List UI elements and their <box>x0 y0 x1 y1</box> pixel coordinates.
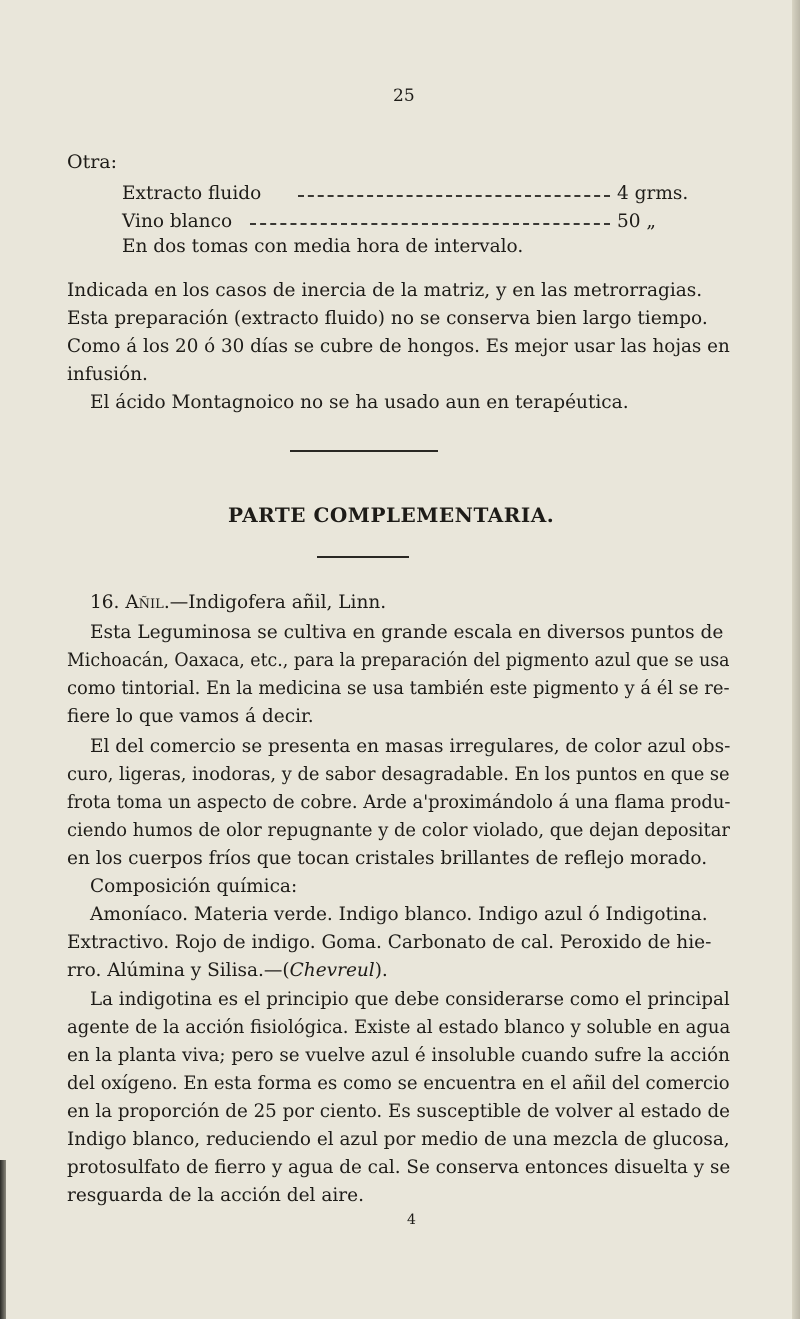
text-line: curo, ligeras, inodoras, y de sabor desagradable. En los puntos en que se <box>67 764 730 785</box>
recipe-line <box>122 183 722 207</box>
text-line: Composición química: <box>90 876 298 897</box>
text-line: Indicada en los casos de inercia de la matriz, y en las metrorragias. <box>67 280 703 301</box>
text-line: agente de la acción fisiológica. Existe al estado blanco y soluble en agua <box>67 1017 731 1038</box>
entry-name: Añil. <box>125 592 170 613</box>
text-line: frota toma un aspecto de cobre. Arde a'proximándolo á una flama produ- <box>67 792 731 813</box>
text-line: Esta preparación (extracto fluido) no se conserva bien largo tiempo. <box>67 308 708 329</box>
intro-label: Otra: <box>67 151 118 173</box>
text-line: en la proporción de 25 por ciento. Es susceptible de volver al estado de <box>67 1101 730 1122</box>
text-line: Indigo blanco, reduciendo el azul por medio de una mezcla de glucosa, <box>67 1129 730 1150</box>
dot-leader <box>298 195 610 197</box>
text-line: en los cuerpos fríos que tocan cristales brillantes de reflejo morado. <box>67 848 708 869</box>
text-line: como tintorial. En la medicina se usa también este pigmento y á él se re- <box>67 678 730 699</box>
recipe-item-qty: 50 „ <box>617 211 657 232</box>
text-line: infusión. <box>67 364 148 385</box>
recipe-item-qty: 4 grms. <box>617 183 689 204</box>
text-line: Esta Leguminosa se cultiva en grande escala en diversos puntos de <box>90 622 724 643</box>
text-line: fiere lo que vamos á decir. <box>67 706 314 727</box>
text-fragment: rro. Alúmina y Silisa.—( <box>67 960 290 981</box>
text-line <box>67 962 388 981</box>
recipe-item-name: Vino blanco <box>122 211 233 232</box>
text-line: Michoacán, Oaxaca, etc., para la preparación del pigmento azul que se usa <box>67 650 730 671</box>
page-edge-left <box>0 1160 6 1319</box>
text-line: Extractivo. Rojo de indigo. Goma. Carbonato de cal. Peroxido de hie- <box>67 932 712 953</box>
signature-mark: 4 <box>407 1212 416 1228</box>
text-line: resguarda de la acción del aire. <box>67 1185 364 1206</box>
text-fragment: ). <box>374 960 388 981</box>
section-rule-top <box>290 450 438 452</box>
text-line: Como á los 20 ó 30 días se cubre de hongos. Es mejor usar las hojas en <box>67 336 730 357</box>
section-rule-bottom <box>317 556 409 558</box>
text-line: La indigotina es el principio que debe considerarse como el principal <box>90 989 730 1010</box>
text-line: protosulfato de fierro y agua de cal. Se conserva entonces disuelta y se <box>67 1157 731 1178</box>
entry-heading <box>90 594 386 613</box>
recipe-line <box>122 211 722 235</box>
text-line: del oxígeno. En esta forma es como se encuentra en el añil del comercio <box>67 1073 730 1094</box>
entry-binomial: —Indigofera añil, Linn. <box>169 592 387 613</box>
page-edge-right <box>792 0 800 1319</box>
text-line: Amoníaco. Materia verde. Indigo blanco. Indigo azul ó Indigotina. <box>90 904 708 925</box>
recipe-item-name: Extracto fluido <box>122 183 262 204</box>
section-heading: PARTE COMPLEMENTARIA. <box>228 503 555 527</box>
text-line: El del comercio se presenta en masas irregulares, de color azul obs- <box>90 736 731 757</box>
dot-leader <box>250 223 610 225</box>
citation-author: Chevreul <box>289 960 375 981</box>
text-line: El ácido Montagnoico no se ha usado aun en terapéutica. <box>90 392 629 413</box>
page-number: 25 <box>393 86 415 106</box>
entry-number: 16. <box>90 592 120 613</box>
text-line: ciendo humos de olor repugnante y de color violado, que dejan depositar <box>67 820 730 841</box>
text-line: en la planta viva; pero se vuelve azul é insoluble cuando sufre la acción <box>67 1045 730 1066</box>
dose-note: En dos tomas con media hora de intervalo. <box>122 236 524 257</box>
